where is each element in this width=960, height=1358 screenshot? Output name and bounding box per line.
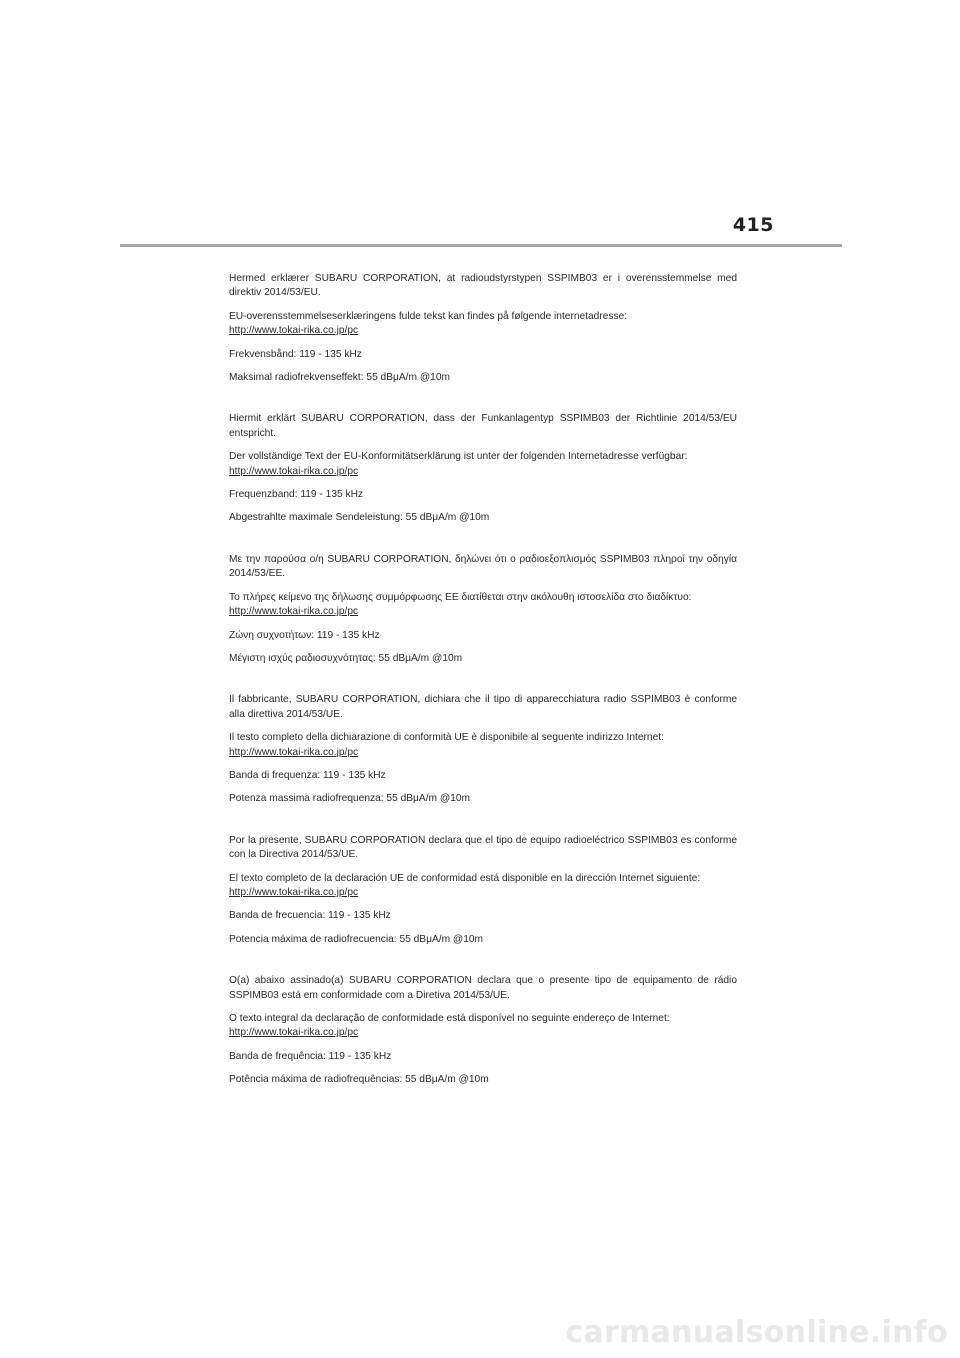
full-text-notice: [229, 872, 737, 901]
full-text-label: O texto integral da declaração de conformidade está disponível no seguinte endereço de Internet:: [229, 1013, 670, 1024]
frequency-band: Banda di frequenza: 119 - 135 kHz: [229, 769, 386, 781]
frequency-band: Ζώνη συχνοτήτων: 119 - 135 kHz: [229, 629, 380, 641]
max-power: Potenza massima radiofrequenza: 55 dBμA/m @10m: [229, 793, 471, 805]
declaration-danish: [229, 272, 737, 385]
max-power: Μέγιστη ισχύς ραδιοσυχνότητας: 55 dBμA/m @10m: [229, 652, 463, 664]
declaration-statement: Hiermit erklärt SUBARU CORPORATION, dass der Funkanlagentyp SSPIMB03 der Richtlinie 2014/53/EU entspricht.: [229, 413, 737, 439]
full-text-label: El texto completo de la declaración UE de conformidad está disponible en la dirección Internet siguiente:: [229, 872, 701, 884]
declaration-greek: [229, 553, 737, 666]
declaration-statement: Με την παρούσα ο/η SUBARU CORPORATION, δηλώνει ότι ο ραδιοεξοπλισμός SSPIMB03 πληροί την οδηγία 2014/53/ΕΕ.: [229, 553, 737, 580]
frequency-band: Banda de frecuencia: 119 - 135 kHz: [229, 910, 391, 922]
full-text-notice: [229, 310, 737, 339]
declaration-portuguese: [229, 974, 737, 1087]
full-text-label: EU-overensstemmelseserklæringens fulde tekst kan findes på følgende internetadresse:: [229, 310, 628, 322]
frequency-band: Banda de frequência: 119 - 135 kHz: [229, 1050, 392, 1062]
full-text-label: Der vollständige Text der EU-Konformitätserklärung ist unter der folgenden Internetadresse verfügbar:: [229, 451, 688, 463]
declaration-link[interactable]: http://www.tokai-rika.co.jp/pc: [229, 465, 359, 477]
frequency-band: Frekvensbånd: 119 - 135 kHz: [229, 348, 362, 360]
declaration-link[interactable]: http://www.tokai-rika.co.jp/pc: [229, 746, 359, 758]
max-power: Maksimal radiofrekvenseffekt: 55 dBμA/m @10m: [229, 372, 450, 384]
full-text-label: Il testo completo della dichiarazione di conformità UE è disponibile al seguente indirizzo Internet:: [229, 732, 664, 744]
declaration-link[interactable]: http://www.tokai-rika.co.jp/pc: [229, 886, 359, 898]
declaration-statement: Il fabbricante, SUBARU CORPORATION, dichiara che il tipo di apparecchiatura radio SSPIMB03 è conforme alla direttiva 2014/53/UE.: [229, 694, 737, 720]
declaration-link[interactable]: http://www.tokai-rika.co.jp/pc: [229, 1027, 359, 1039]
declaration-statement: O(a) abaixo assinado(a) SUBARU CORPORATION declara que o presente tipo de equipamento de rádio SSPIMB03 está em conformidade com a Diretiva 2014/53/UE.: [229, 975, 737, 1001]
declaration-link[interactable]: http://www.tokai-rika.co.jp/pc: [229, 325, 359, 337]
declaration-statement: Hermed erklærer SUBARU CORPORATION, at radioudstyrstypen SSPIMB03 er i overensstemmelse med direktiv 2014/53/EU.: [229, 273, 737, 299]
declaration-german: [229, 412, 737, 525]
site-watermark: carmanualsonline.info: [565, 1315, 948, 1350]
declaration-statement: Por la presente, SUBARU CORPORATION declara que el tipo de equipo radioeléctrico SSPIMB03 es conforme con la Directiva 2014/53/UE.: [229, 834, 737, 861]
frequency-band: Frequenzband: 119 - 135 kHz: [229, 489, 364, 501]
full-text-notice: [229, 450, 737, 479]
declaration-spanish: [229, 834, 737, 947]
full-text-notice: [229, 731, 737, 760]
max-power: Abgestrahlte maximale Sendeleistung: 55 dBμA/m @10m: [229, 512, 490, 524]
full-text-notice: [229, 1012, 737, 1041]
declarations-content: [229, 272, 737, 1115]
full-text-notice: [229, 591, 737, 620]
max-power: Potência máxima de radiofrequências: 55 dBμA/m @10m: [229, 1074, 489, 1086]
page-number: 415: [732, 214, 774, 236]
header-divider: [120, 244, 842, 247]
full-text-label: Το πλήρες κείμενο της δήλωσης συμμόρφωσης ΕΕ διατίθεται στην ακόλουθη ιστοσελίδα στο διαδίκτυο:: [229, 591, 692, 603]
max-power: Potencia máxima de radiofrecuencia: 55 dBμA/m @10m: [229, 933, 484, 945]
declaration-italian: [229, 693, 737, 806]
declaration-link[interactable]: http://www.tokai-rika.co.jp/pc: [229, 606, 359, 618]
